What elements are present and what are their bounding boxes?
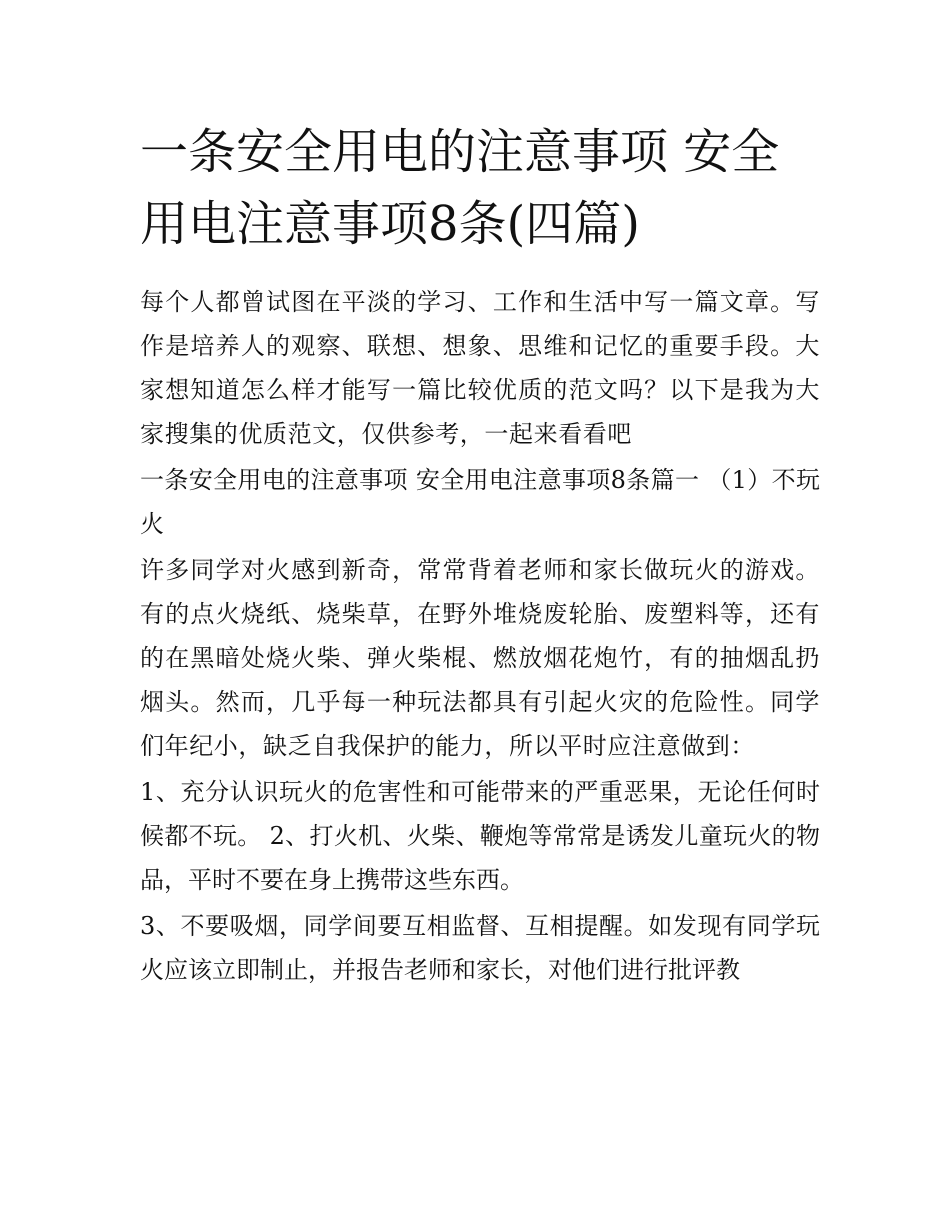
document-title: 一条安全用电的注意事项 安全用电注意事项8条(四篇) [140,124,780,252]
list-paragraph-1-2: 1、充分认识玩火的危害性和可能带来的严重恶果，无论任何时候都不玩。 2、打火机、火柴、鞭炮等常常是诱发儿童玩火的物品，平时不要在身上携带这些东西。 [140,778,820,894]
fire-paragraph: 许多同学对火感到新奇，常常背着老师和家长做玩火的游戏。有的点火烧纸、烧柴草，在野外堆烧废轮胎、废塑料等，还有的在黑暗处烧火柴、弹火柴棍、燃放烟花炮竹，有的抽烟乱扔烟头。然而，几乎每一种玩法都具有引起火灾的危险性。同学们年纪小，缺乏自我保护的能力，所以平时应注意做到： [140,556,820,760]
section-heading-paragraph: 一条安全用电的注意事项 安全用电注意事项8条篇一 （1）不玩火 [140,466,820,538]
intro-paragraph: 每个人都曾试图在平淡的学习、工作和生活中写一篇文章。写作是培养人的观察、联想、想象、思维和记忆的重要手段。大家想知道怎么样才能写一篇比较优质的范文吗？以下是我为大家搜集的优质范文，仅供参考，一起来看看吧 [140,288,820,448]
document-body [140,280,820,994]
list-paragraph-3: 3、不要吸烟，同学间要互相监督、互相提醒。如发现有同学玩火应该立即制止，并报告老师和家长，对他们进行批评教 [140,912,820,984]
